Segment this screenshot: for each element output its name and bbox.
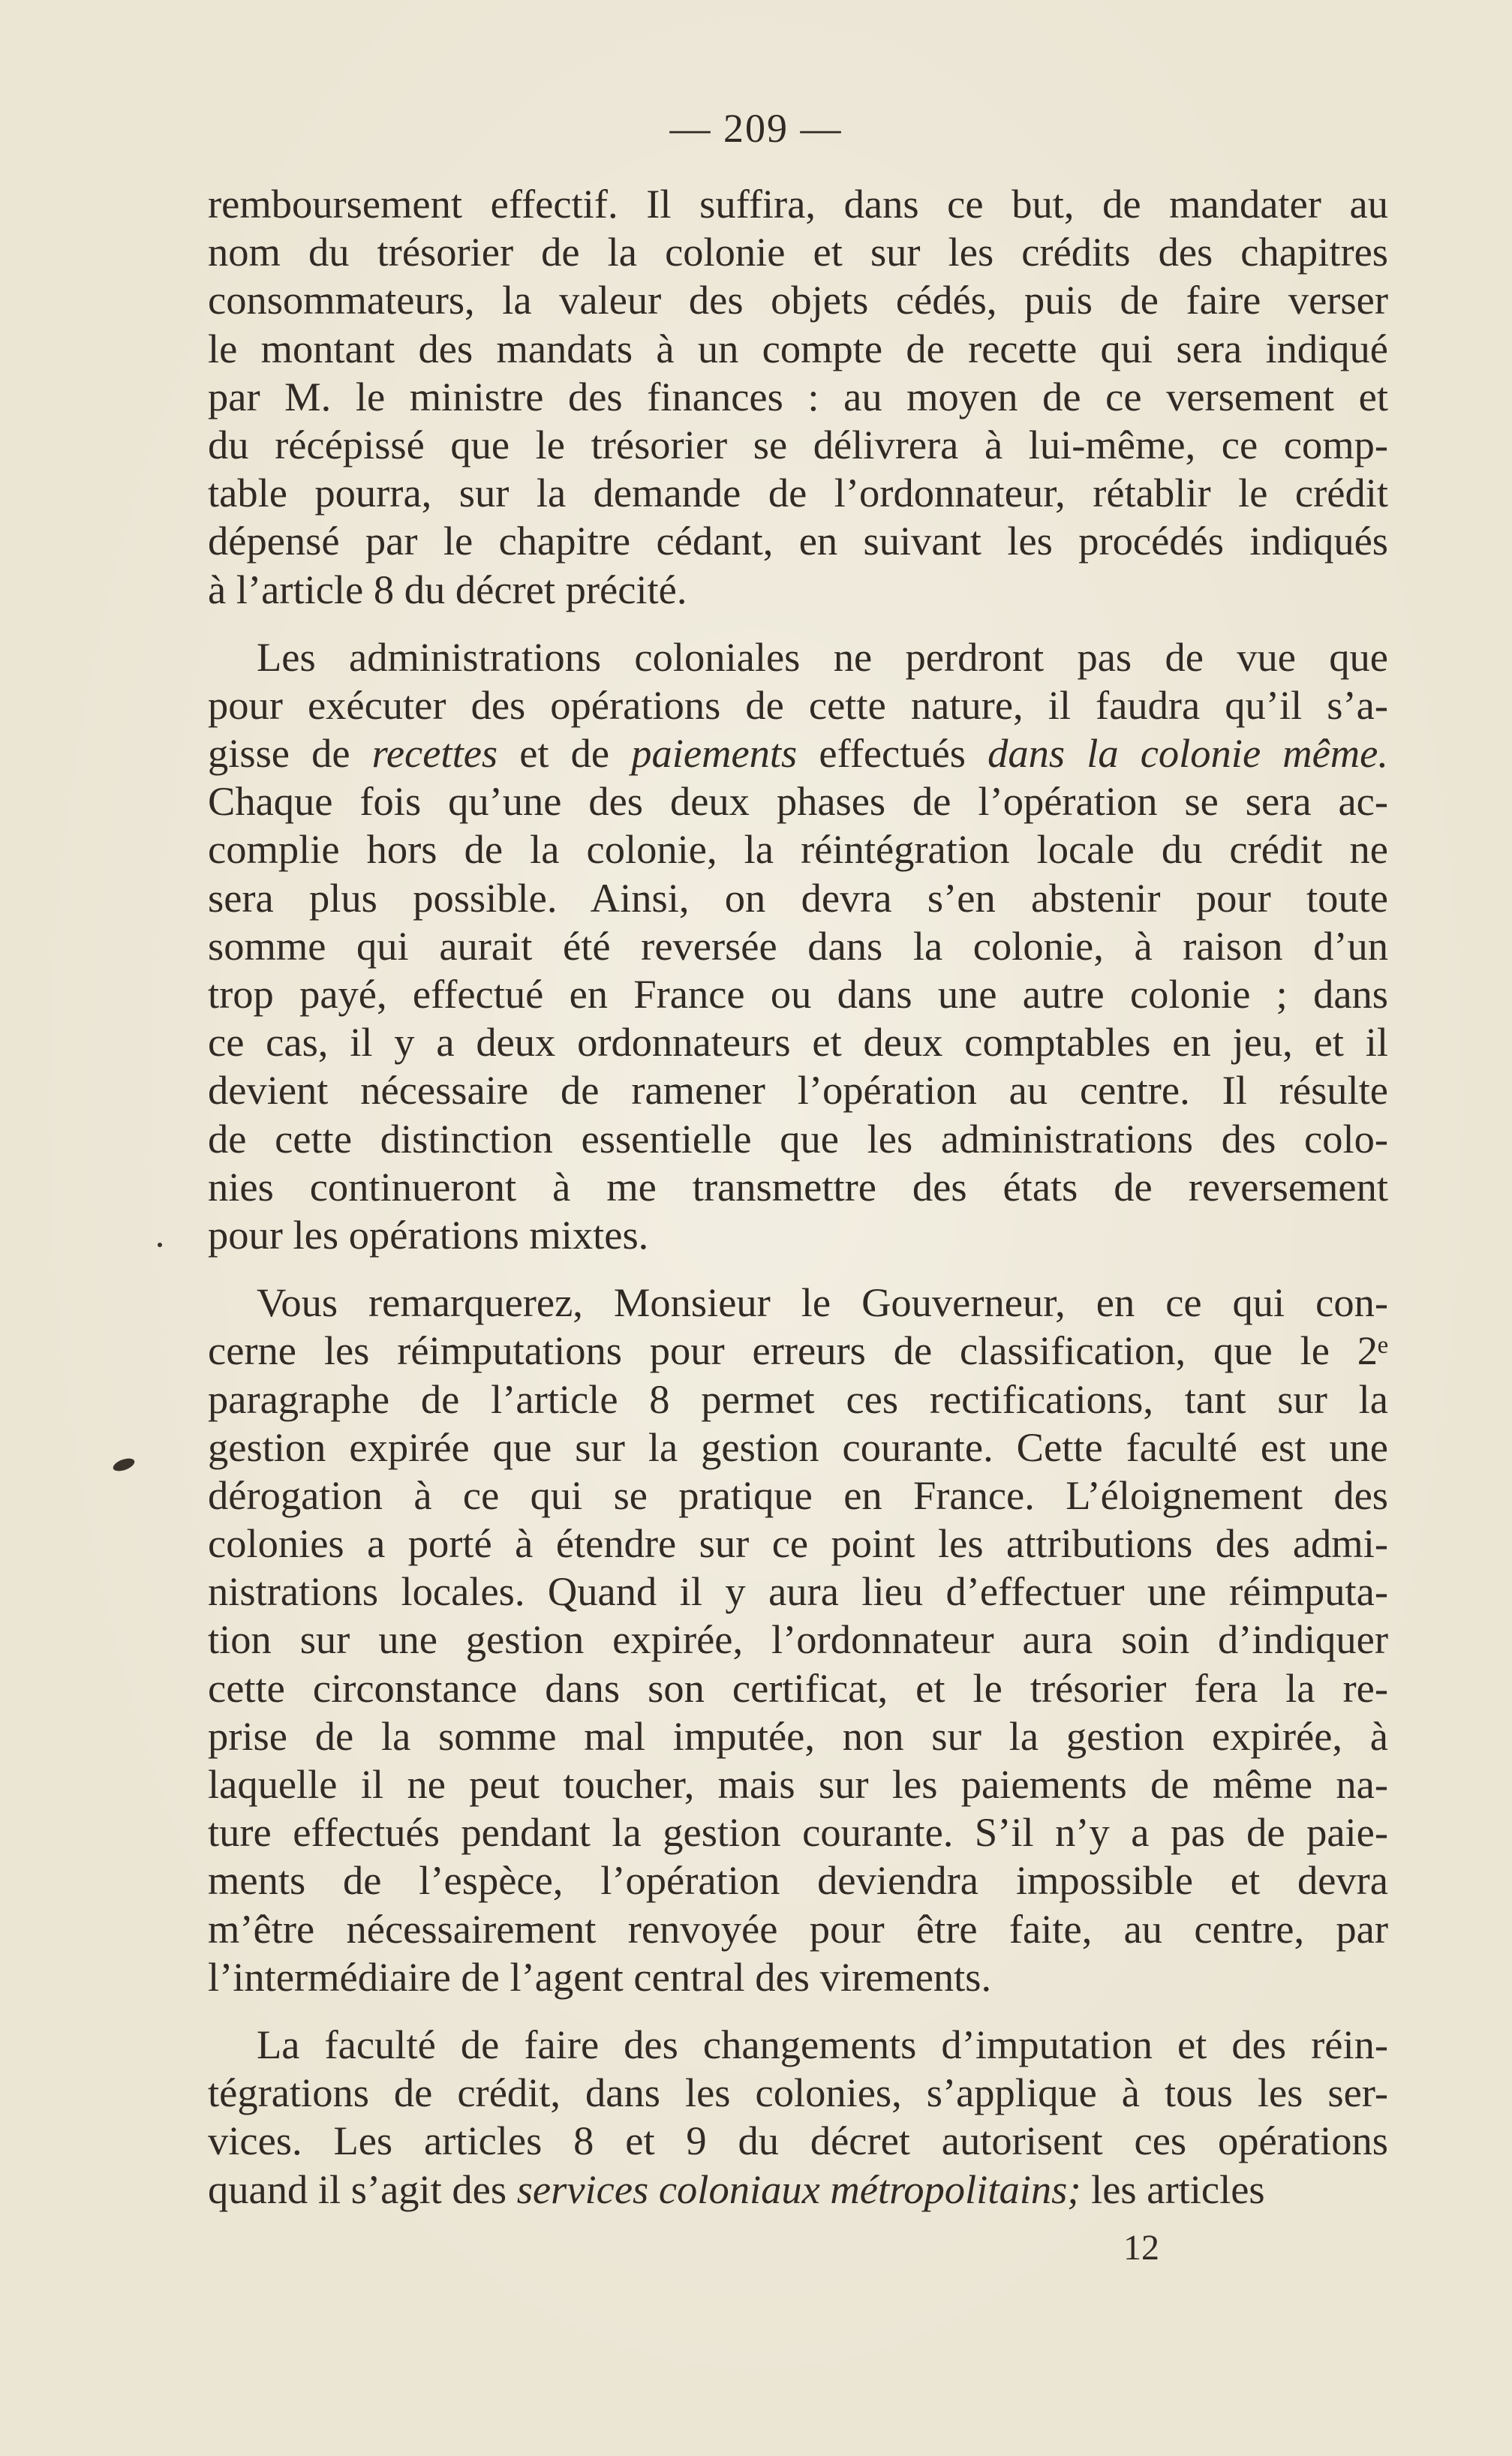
text-line: Chaque fois qu’une des deux phases de l’opération se sera ac- <box>208 778 1388 825</box>
text-line: à l’article 8 du décret précité. <box>208 566 687 612</box>
text-line: par M. le ministre des finances : au moyen de ce versement et <box>208 373 1388 419</box>
text-line: laquelle il ne peut toucher, mais sur les paiements de même na- <box>208 1761 1388 1807</box>
text-line: ture effectués pendant la gestion courante. S’il n’y a pas de paie- <box>208 1809 1388 1856</box>
text-line: tégrations de crédit, dans les colonies, s’applique à tous les ser- <box>208 2070 1388 2116</box>
text-line: nies continueront à me transmettre des états de reversement <box>208 1163 1388 1210</box>
paragraph <box>208 2021 1388 2214</box>
page-number: — 209 — <box>669 106 843 151</box>
paragraph <box>208 180 1388 614</box>
text-line: le montant des mandats à un compte de recette qui sera indiqué <box>208 325 1388 371</box>
text-line: devient nécessaire de ramener l’opération au centre. Il résulte <box>208 1067 1388 1114</box>
signature-mark: 12 <box>1123 2228 1159 2268</box>
ink-speck <box>112 1456 137 1473</box>
text-line: trop payé, effectué en France ou dans une autre colonie ; dans <box>208 971 1388 1017</box>
text-line: cerne les réimputations pour erreurs de classification, que le 2ᵉ <box>208 1327 1388 1374</box>
text-line: nom du trésorier de la colonie et sur les crédits des chapitres <box>208 229 1388 275</box>
text-line: prise de la somme mal imputée, non sur la gestion expirée, à <box>208 1712 1388 1759</box>
text-line: paragraphe de l’article 8 permet ces rectifications, tant sur la <box>208 1375 1388 1422</box>
text-line: somme qui aurait été reversée dans la colonie, à raison d’un <box>208 922 1388 969</box>
text-line: dérogation à ce qui se pratique en France. L’éloignement des <box>208 1471 1388 1518</box>
text-line: vices. Les articles 8 et 9 du décret autorisent ces opérations <box>208 2118 1388 2164</box>
text-line: de cette distinction essentielle que les administrations des colo- <box>208 1115 1388 1162</box>
italic-text: services coloniaux métropolitains; <box>516 2166 1081 2212</box>
text-line: consommateurs, la valeur des objets cédés, puis de faire verser <box>208 277 1388 323</box>
text-line: pour les opérations mixtes. <box>208 1211 649 1258</box>
text-line: gisse de recettes et de paiements effectués dans la colonie même. <box>208 730 1388 777</box>
text-line: remboursement effectif. Il suffira, dans ce but, de mandater au <box>208 181 1388 227</box>
text-line: complie hors de la colonie, la réintégration locale du crédit ne <box>208 826 1388 873</box>
paragraph <box>208 1279 1388 2001</box>
text-line: Vous remarquerez, Monsieur le Gouverneur, en ce qui con- <box>257 1279 1388 1326</box>
text-line: La faculté de faire des changements d’imputation et des réin- <box>257 2021 1388 2067</box>
text-line: quand il s’agit des services coloniaux métropolitains; les articles <box>208 2166 1265 2212</box>
text-line: gestion expirée que sur la gestion courante. Cette faculté est une <box>208 1423 1388 1470</box>
text-line: table pourra, sur la demande de l’ordonnateur, rétablir le crédit <box>208 470 1388 516</box>
text-line: ce cas, il y a deux ordonnateurs et deux comptables en jeu, et il <box>208 1019 1388 1066</box>
italic-text: recettes <box>371 730 498 777</box>
text-line: nistrations locales. Quand il y aura lieu d’effectuer une réimputa- <box>208 1568 1388 1615</box>
text-line: tion sur une gestion expirée, l’ordonnateur aura soin d’indiquer <box>208 1616 1388 1663</box>
text-line: l’intermédiaire de l’agent central des virements. <box>208 1953 992 2000</box>
text-line: pour exécuter des opérations de cette nature, il faudra qu’il s’a- <box>208 681 1388 728</box>
ink-speck <box>158 1243 162 1247</box>
body-text <box>208 180 1388 2214</box>
text-line: du récépissé que le trésorier se délivrera à lui-même, ce comp- <box>208 421 1388 467</box>
text-line: colonies a porté à étendre sur ce point les attributions des admi- <box>208 1520 1388 1567</box>
text-line: sera plus possible. Ainsi, on devra s’en abstenir pour toute <box>208 874 1388 921</box>
text-line: Les administrations coloniales ne perdront pas de vue que <box>257 633 1388 680</box>
text-line: ments de l’espèce, l’opération deviendra impossible et devra <box>208 1857 1388 1904</box>
text-line: cette circonstance dans son certificat, et le trésorier fera la re- <box>208 1664 1388 1711</box>
italic-text: paiements <box>631 730 798 777</box>
italic-text: dans la colonie même. <box>987 730 1388 777</box>
paragraph <box>208 633 1388 1259</box>
text-line: dépensé par le chapitre cédant, en suivant les procédés indiqués <box>208 518 1388 564</box>
text-line: m’être nécessairement renvoyée pour être faite, au centre, par <box>208 1905 1388 1952</box>
